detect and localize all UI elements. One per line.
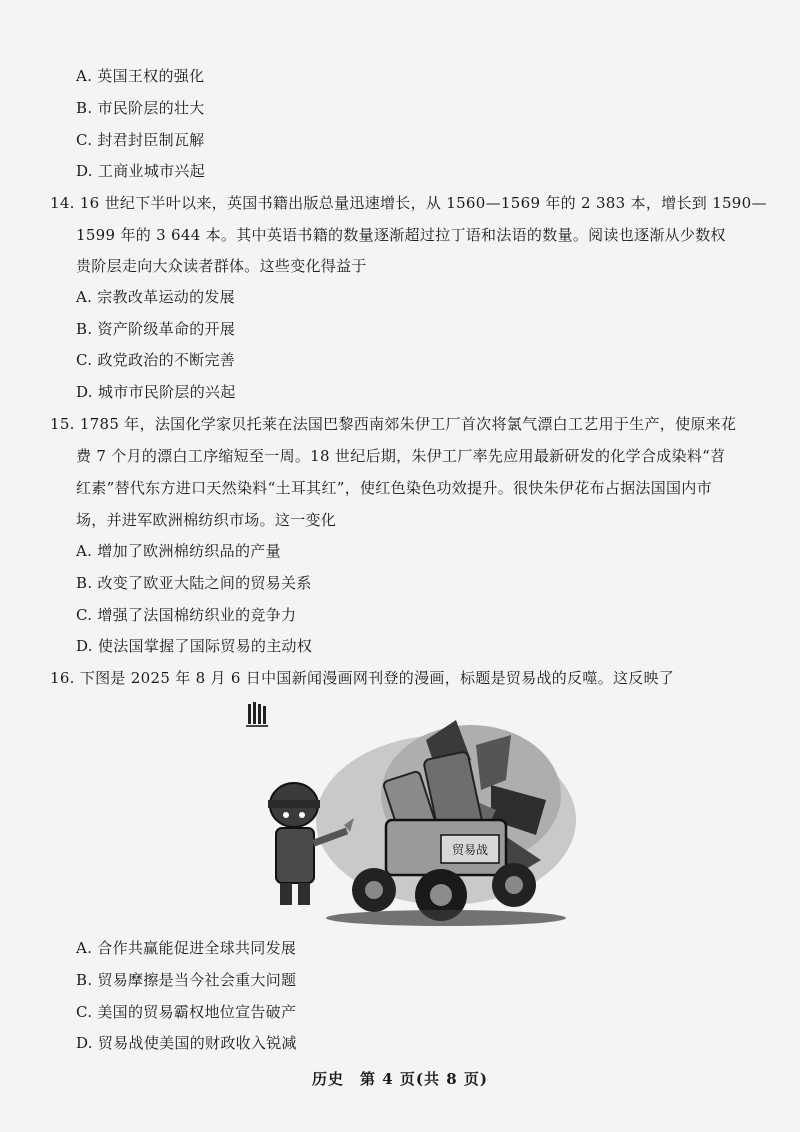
- q16-option-d: D. 贸易战使美国的财政收入锐减: [76, 1034, 297, 1052]
- q14-option-d: D. 城市市民阶层的兴起: [76, 383, 236, 401]
- cart-wheel: [492, 863, 536, 907]
- q13-option-b: B. 市民阶层的壮大: [76, 99, 205, 117]
- q15-stem-line-3: 红素”替代东方进口天然染料“土耳其红”，使红色染色功效提升。很快朱伊花布占据法国国内市: [76, 479, 712, 497]
- q14-option-c: C. 政党政治的不断完善: [76, 351, 236, 369]
- q13-option-d: D. 工商业城市兴起: [76, 162, 206, 180]
- q15-stem-line-4: 场，并进军欧洲棉纺织市场。这一变化: [76, 511, 337, 529]
- q15-stem-line-2: 费 7 个月的漂白工序缩短至一周。18 世纪后期，朱伊工厂率先应用最新研发的化学合成染料“苕: [76, 447, 726, 465]
- ground-shadow: [326, 910, 566, 926]
- q13-option-c: C. 封君封臣制瓦解: [76, 131, 205, 149]
- cartoon-logo-mark: [246, 702, 268, 727]
- q15-option-d: D. 使法国掌握了国际贸易的主动权: [76, 637, 313, 655]
- q15-stem-line-1: 15. 1785 年，法国化学家贝托莱在法国巴黎西南郊朱伊工厂首次将氯气漂白工艺用于生产，使原来花: [50, 415, 737, 433]
- q13-option-a: A. 英国王权的强化: [76, 67, 205, 85]
- q15-option-b: B. 改变了欧亚大陆之间的贸易关系: [76, 574, 312, 592]
- q16-option-b: B. 贸易摩擦是当今社会重大问题: [76, 971, 297, 989]
- q16-option-a: A. 合作共赢能促进全球共同发展: [76, 939, 297, 957]
- page-footer: 历史 第 4 页(共 8 页): [312, 1070, 488, 1088]
- q16-stem-line-1: 16. 下图是 2025 年 8 月 6 日中国新闻漫画网刊登的漫画，标题是贸易战的反噬。这反映了: [50, 669, 675, 687]
- q14-stem-line-3: 贵阶层走向大众读者群体。这些变化得益于: [76, 257, 367, 275]
- trade-war-cartoon: [236, 700, 576, 930]
- q14-stem-line-1: 14. 16 世纪下半叶以来，英国书籍出版总量迅速增长，从 1560—1569 年的 2 383 本，增长到 1590—: [50, 194, 767, 212]
- q14-option-b: B. 资产阶级革命的开展: [76, 320, 236, 338]
- cart-label-text: 贸易战: [451, 843, 489, 857]
- q16-option-c: C. 美国的贸易霸权地位宣告破产: [76, 1003, 297, 1021]
- cart-wheel: [352, 868, 396, 912]
- q14-option-a: A. 宗教改革运动的发展: [76, 288, 235, 306]
- q14-stem-line-2: 1599 年的 3 644 本。其中英语书籍的数量逐渐超过拉丁语和法语的数量。阅读也逐渐从少数权: [76, 226, 726, 244]
- q15-option-c: C. 增强了法国棉纺织业的竞争力: [76, 606, 297, 624]
- q15-option-a: A. 增加了欧洲棉纺织品的产量: [76, 542, 281, 560]
